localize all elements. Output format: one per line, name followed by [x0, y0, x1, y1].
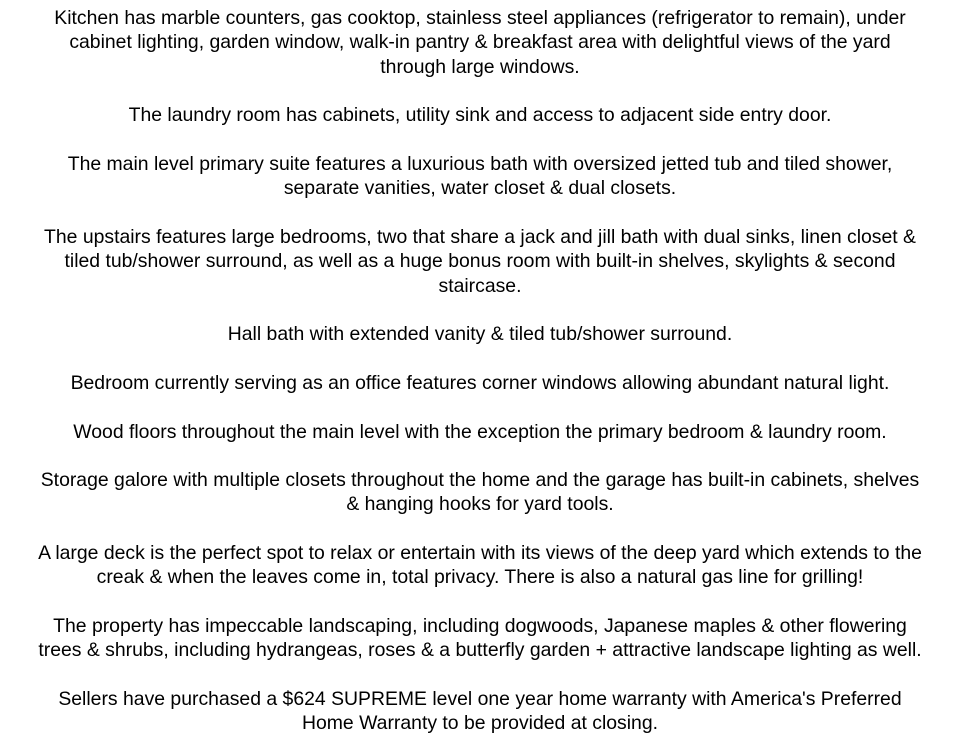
text-line: Storage galore with multiple closets throughout the home and the garage has built-in cabinets, shelves	[40, 469, 920, 491]
text-line: Hall bath with extended vanity & tiled tub/shower surround.	[227, 323, 733, 345]
text-line: & hanging hooks for yard tools.	[346, 493, 614, 516]
paragraph-deck	[0, 541, 962, 590]
text-line: Bedroom currently serving as an office features corner windows allowing abundant natural light.	[70, 372, 890, 394]
paragraph-upstairs	[0, 225, 962, 298]
paragraph-landscaping	[0, 614, 962, 663]
text-line: Home Warranty to be provided at closing.	[301, 712, 659, 735]
text-line: creak & when the leaves come in, total privacy. There is also a natural gas line for grilling!	[96, 566, 864, 589]
paragraph-warranty	[0, 687, 962, 736]
text-line: through large windows.	[380, 55, 580, 78]
text-line: The main level primary suite features a luxurious bath with oversized jetted tub and tiled shower,	[67, 153, 893, 175]
text-line: Sellers have purchased a $624 SUPREME level one year home warranty with America's Preferred	[58, 688, 902, 710]
paragraph-floors	[0, 420, 962, 444]
text-line: The upstairs features large bedrooms, two that share a jack and jill bath with dual sinks, linen closet &	[44, 226, 916, 248]
text-line: staircase.	[438, 274, 522, 297]
text-line: trees & shrubs, including hydrangeas, roses & a butterfly garden + attractive landscape lighting as well.	[38, 639, 922, 662]
text-line: The laundry room has cabinets, utility sink and access to adjacent side entry door.	[128, 104, 832, 126]
text-line: Wood floors throughout the main level with the exception the primary bedroom & laundry room.	[73, 421, 887, 443]
text-line: cabinet lighting, garden window, walk-in pantry & breakfast area with delightful views of the yard	[69, 31, 891, 54]
paragraph-hall-bath	[0, 322, 962, 346]
text-line: tiled tub/shower surround, as well as a huge bonus room with built-in shelves, skylights & second	[64, 250, 896, 273]
text-line: A large deck is the perfect spot to relax or entertain with its views of the deep yard which extends to the	[38, 542, 922, 564]
paragraph-office	[0, 371, 962, 395]
paragraph-primary-suite	[0, 152, 962, 201]
text-line: The property has impeccable landscaping, including dogwoods, Japanese maples & other flowering	[53, 615, 907, 637]
text-line: Kitchen has marble counters, gas cooktop, stainless steel appliances (refrigerator to remain), under	[54, 7, 906, 29]
paragraph-storage	[0, 468, 962, 517]
paragraph-kitchen	[0, 6, 962, 79]
paragraph-laundry	[0, 103, 962, 127]
text-line: separate vanities, water closet & dual closets.	[283, 177, 677, 200]
